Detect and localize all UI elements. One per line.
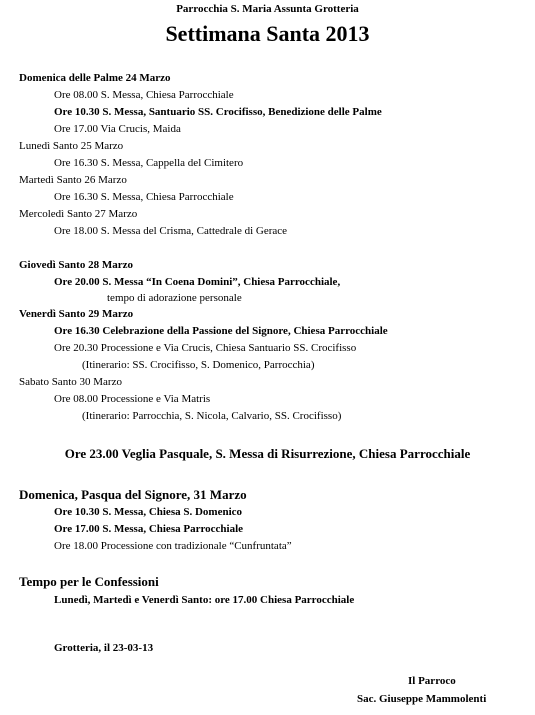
schedule-line: Ore 16.30 Celebrazione della Passione del Signore, Chiesa Parrocchiale xyxy=(54,325,388,337)
signature-role: Il Parroco xyxy=(408,675,456,687)
day-heading-friday: Venerdì Santo 29 Marzo xyxy=(19,308,134,320)
day-heading-saturday: Sabato Santo 30 Marzo xyxy=(19,376,122,388)
schedule-line: Ore 20.30 Processione e Via Crucis, Chiesa Santuario SS. Crocifisso xyxy=(54,342,357,354)
schedule-line: Ore 18.00 Processione con tradizionale “Cunfruntata” xyxy=(54,540,292,552)
day-heading-palm-sunday: Domenica delle Palme 24 Marzo xyxy=(19,72,171,84)
place-date: Grotteria, il 23-03-13 xyxy=(54,642,154,654)
day-heading-tuesday: Martedì Santo 26 Marzo xyxy=(19,174,127,186)
schedule-line: Ore 16.30 S. Messa, Cappella del Cimitero xyxy=(54,157,244,169)
itinerary-line: (Itinerario: Parrocchia, S. Nicola, Calvario, SS. Crocifisso) xyxy=(82,410,342,422)
day-heading-thursday: Giovedì Santo 28 Marzo xyxy=(19,259,133,271)
schedule-line: Ore 08.00 Processione e Via Matris xyxy=(54,393,211,405)
confessions-line: Lunedì, Martedì e Venerdì Santo: ore 17.00 Chiesa Parrocchiale xyxy=(54,594,355,606)
schedule-line: Ore 10.30 S. Messa, Santuario SS. Crocifisso, Benedizione delle Palme xyxy=(54,106,382,118)
schedule-line: Ore 08.00 S. Messa, Chiesa Parrocchiale xyxy=(54,89,234,101)
day-heading-easter: Domenica, Pasqua del Signore, 31 Marzo xyxy=(19,487,247,502)
schedule-line: Ore 16.30 S. Messa, Chiesa Parrocchiale xyxy=(54,191,234,203)
day-heading-monday: Lunedì Santo 25 Marzo xyxy=(19,140,124,152)
document-title: Settimana Santa 2013 xyxy=(165,21,370,46)
schedule-line: Ore 10.30 S. Messa, Chiesa S. Domenico xyxy=(54,506,243,518)
easter-vigil-line: Ore 23.00 Veglia Pasquale, S. Messa di Risurrezione, Chiesa Parrocchiale xyxy=(64,446,471,461)
itinerary-line: (Itinerario: SS. Crocifisso, S. Domenico, Parrocchia) xyxy=(82,359,315,371)
schedule-line: Ore 20.00 S. Messa “In Coena Domini”, Chiesa Parrocchiale, xyxy=(54,276,341,288)
schedule-line: Ore 17.00 Via Crucis, Maida xyxy=(54,123,181,135)
schedule-line: Ore 17.00 S. Messa, Chiesa Parrocchiale xyxy=(54,523,244,535)
day-heading-wednesday: Mercoledì Santo 27 Marzo xyxy=(19,208,138,220)
signature-name: Sac. Giuseppe Mammolenti xyxy=(357,693,487,705)
parish-header: Parrocchia S. Maria Assunta Grotteria xyxy=(176,3,359,15)
schedule-line-continuation: tempo di adorazione personale xyxy=(107,292,242,304)
confessions-heading: Tempo per le Confessioni xyxy=(19,574,159,589)
schedule-line: Ore 18.00 S. Messa del Crisma, Cattedrale di Gerace xyxy=(54,225,288,237)
